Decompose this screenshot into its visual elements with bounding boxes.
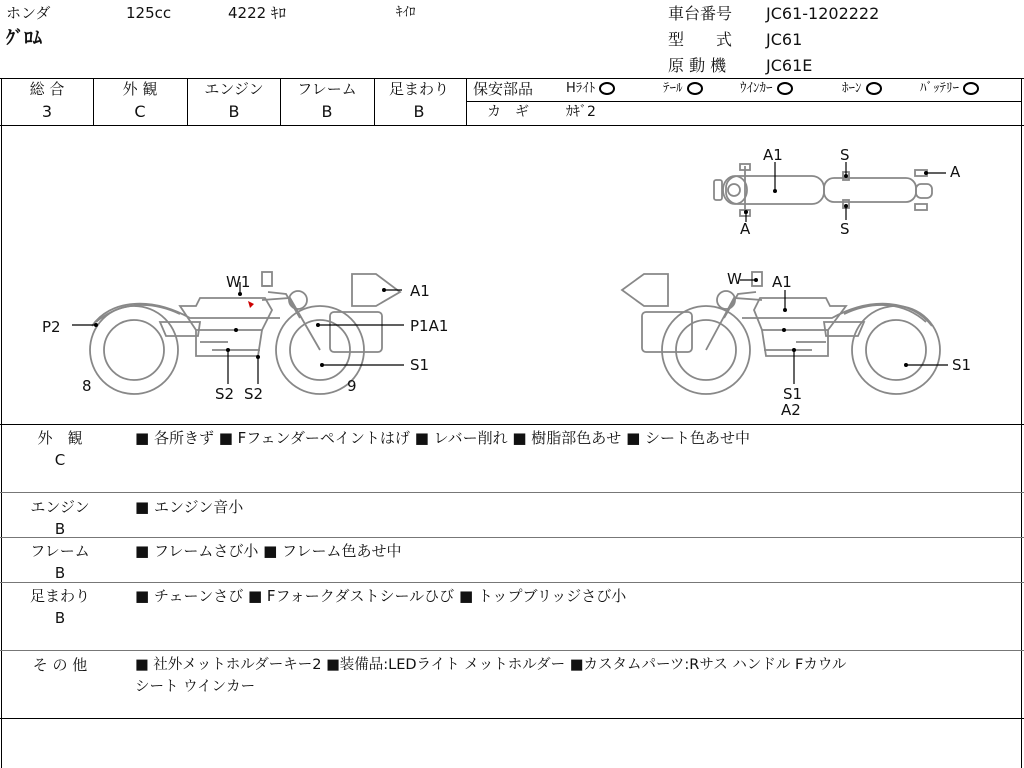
mark-left-s2b: S2 [244, 385, 264, 403]
mark-left-a1: A1 [410, 282, 430, 300]
grade-label-engine: エンジン [204, 80, 264, 98]
mark-right-s1: S1 [783, 385, 803, 403]
grade-value-frame: B [321, 102, 333, 121]
mileage: 4222 ｷﾛ [228, 4, 286, 22]
maker: ホンダ [6, 4, 51, 22]
comment-label: そ の 他 [32, 656, 88, 674]
mark-left-p2: P2 [42, 318, 61, 336]
ok-circle-icon [687, 82, 703, 95]
ok-circle-icon [777, 82, 793, 95]
motorcycle-top-view [714, 162, 946, 222]
comment-text: ■ チェーンさび ■ Fフォークダストシールひび ■ トップブリッジさび小 [135, 587, 627, 605]
safety-item-headlight: Hﾗｲﾄ [566, 82, 615, 95]
mark-right-a2: A2 [781, 401, 801, 419]
key-label: カ ギ [487, 104, 529, 120]
mark-left-p1a1: P1A1 [410, 317, 449, 335]
comment-text: ■ 各所きず ■ Fフェンダーペイントはげ ■ レバー削れ ■ 樹脂部色あせ ■ シート色あせ中 [135, 429, 751, 447]
mark-left-8: 8 [82, 377, 92, 395]
displacement: 125cc [126, 4, 172, 22]
color: ｷｲﾛ [396, 5, 416, 20]
comment-text: ■ エンジン音小 [135, 498, 244, 516]
mark-top-s: S [840, 146, 850, 164]
safety-divider [466, 101, 1022, 102]
divider [0, 537, 1024, 538]
mark-right-w: W [727, 270, 742, 288]
model-name: ｸﾞﾛﾑ [6, 28, 42, 49]
mark-top-a-right: A [950, 163, 961, 181]
ok-circle-icon [963, 82, 979, 95]
mark-left-s1: S1 [410, 356, 430, 374]
comment-text: シート ウインカー [135, 679, 256, 695]
grade-value-exterior: C [134, 102, 146, 121]
divider [0, 492, 1024, 493]
safety-item-battery: ﾊﾞｯﾃﾘｰ [920, 82, 979, 95]
grade-value-engine: B [228, 102, 240, 121]
comment-label: エンジン B [30, 498, 90, 538]
mark-left-w1: W1 [226, 273, 251, 291]
safety-item-tail: ﾃｰﾙ [663, 82, 703, 95]
divider [0, 718, 1024, 719]
divider [0, 78, 1024, 79]
comment-text: ■ フレームさび小 ■ フレーム色あせ中 [135, 542, 402, 560]
grade-label-exterior: 外 観 [122, 80, 158, 98]
mark-top-s-bottom: S [840, 220, 850, 238]
divider [0, 424, 1024, 425]
model-type-label: 型 式 [668, 30, 733, 49]
motorcycle-diagram [0, 126, 1024, 426]
comment-label: 足まわり B [29, 587, 90, 627]
frame-no-label: 車台番号 [668, 4, 733, 23]
grade-value-overall: 3 [41, 102, 53, 121]
mark-right-s1-side: S1 [952, 356, 972, 374]
ok-circle-icon [866, 82, 882, 95]
grade-label-suspension: 足まわり [388, 80, 449, 98]
comment-label: 外 観 C [37, 429, 83, 469]
mark-right-a1: A1 [772, 273, 792, 291]
divider [0, 582, 1024, 583]
mark-top-a1: A1 [763, 146, 783, 164]
mark-left-s2a: S2 [215, 385, 235, 403]
grade-label-frame: フレーム [297, 80, 357, 98]
grade-label-overall: 総 合 [29, 80, 65, 98]
key-value: ｶｷﾞ2 [566, 104, 596, 120]
safety-label: 保安部品 [473, 80, 534, 98]
safety-item-horn: ﾎｰﾝ [842, 82, 882, 95]
grade-value-suspension: B [413, 102, 425, 121]
frame-no: JC61-1202222 [766, 4, 880, 23]
safety-item-winker: ｳｲﾝｶｰ [740, 82, 793, 95]
engine-no: JC61E [766, 56, 813, 75]
divider [0, 650, 1024, 651]
engine-label: 原 動 機 [668, 56, 727, 75]
model-type: JC61 [766, 30, 803, 49]
ok-circle-icon [599, 82, 615, 95]
comment-text: ■ 社外メットホルダーキー2 ■装備品:LEDライト メットホルダー ■カスタムパーツ:Rサス ハンドル Fカウル [135, 657, 847, 673]
comment-label: フレーム B [30, 542, 90, 582]
mark-left-9: 9 [347, 377, 357, 395]
mark-top-a-bottom: A [740, 220, 751, 238]
